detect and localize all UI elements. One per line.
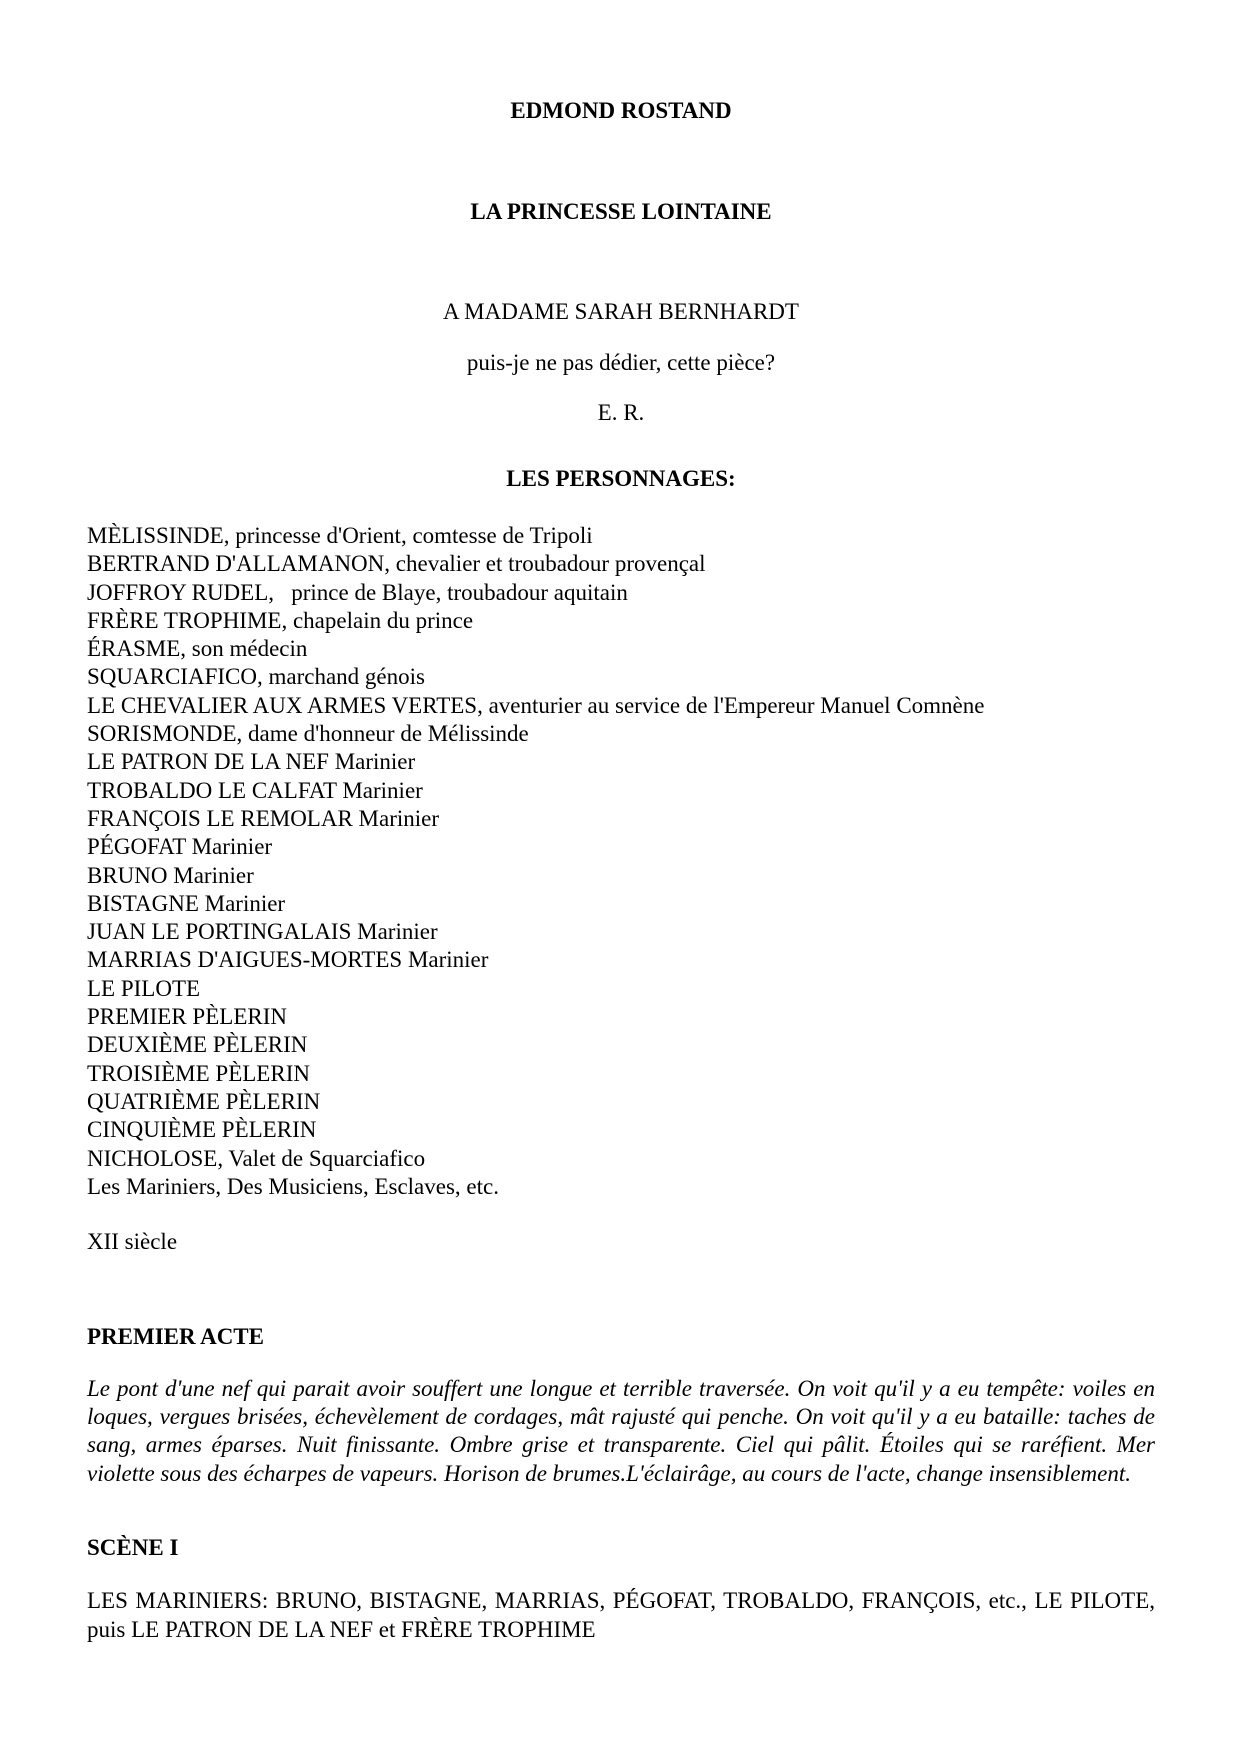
dedication-heading: A MADAME SARAH BERNHARDT bbox=[443, 299, 799, 324]
cast-list-item: SORISMONDE, dame d'honneur de Mélissinde bbox=[87, 721, 529, 747]
stage-direction: Le pont d'une nef qui parait avoir souffert une longue et terrible traversée. On voit qu'il y a eu tempête: voiles en loques, vergues brisées, échevèlement de cordages, mât rajusté qui penche. On voit qu'il y a eu bataille: taches de sang, armes éparses. Nuit finissante. Ombre grise et transparente. Ciel qui pâlit. Étoiles qui se raréfient. Mer violette sous des écharpes de vapeurs. Horison de brumes.L'éclairâge, au cours de l'acte, change insensiblement. bbox=[87, 1376, 1155, 1486]
cast-list-item: LE PILOTE bbox=[87, 975, 201, 1001]
cast-list-item: JOFFROY RUDEL, prince de Blaye, troubadour aquitain bbox=[87, 579, 628, 605]
cast-list-item: BISTAGNE Marinier bbox=[87, 890, 286, 916]
act-heading: PREMIER ACTE bbox=[87, 1324, 264, 1349]
cast-list-item: JUAN LE PORTINGALAIS Marinier bbox=[87, 919, 438, 945]
cast-list-item: BRUNO Marinier bbox=[87, 862, 254, 888]
cast-list-item: ÉRASME, son médecin bbox=[87, 636, 308, 662]
cast-list-item: MÈLISSINDE, princesse d'Orient, comtesse de Tripoli bbox=[87, 523, 593, 548]
scene-characters: LES MARINIERS: BRUNO, BISTAGNE, MARRIAS, PÉGOFAT, TROBALDO, FRANÇOIS, etc., LE PILOTE, puis LE PATRON DE LA NEF et FRÈRE TROPHIME bbox=[87, 1588, 1155, 1642]
cast-list-item: NICHOLOSE, Valet de Squarciafico bbox=[87, 1145, 426, 1171]
dedication-initials: E. R. bbox=[597, 400, 645, 425]
cast-list-item: MARRIAS D'AIGUES-MORTES Marinier bbox=[87, 947, 489, 973]
cast-list-item: PREMIER PÈLERIN bbox=[87, 1004, 287, 1030]
cast-list-item: QUATRIÈME PÈLERIN bbox=[87, 1088, 321, 1114]
cast-list-item: BERTRAND D'ALLAMANON, chevalier et troubadour provençal bbox=[87, 551, 706, 577]
author-name: EDMOND ROSTAND bbox=[510, 98, 732, 123]
century-line: XII siècle bbox=[87, 1229, 178, 1254]
cast-list-item: SQUARCIAFICO, marchand génois bbox=[87, 664, 425, 690]
cast-list-item: LE CHEVALIER AUX ARMES VERTES, aventurier au service de l'Empereur Manuel Comnène bbox=[87, 692, 985, 718]
cast-list bbox=[87, 522, 984, 1201]
play-title: LA PRINCESSE LOINTAINE bbox=[470, 199, 772, 224]
cast-list-item: PÉGOFAT Marinier bbox=[87, 834, 273, 860]
dedication-line: puis-je ne pas dédier, cette pièce? bbox=[466, 350, 776, 375]
cast-list-item: FRANÇOIS LE REMOLAR Marinier bbox=[87, 805, 440, 831]
cast-list-item: CINQUIÈME PÈLERIN bbox=[87, 1117, 317, 1143]
scene-heading: SCÈNE I bbox=[87, 1535, 179, 1560]
cast-list-item: TROISIÈME PÈLERIN bbox=[87, 1060, 310, 1086]
cast-list-item: LE PATRON DE LA NEF Marinier bbox=[87, 749, 416, 775]
cast-list-item: TROBALDO LE CALFAT Marinier bbox=[87, 777, 423, 803]
cast-list-item: DEUXIÈME PÈLERIN bbox=[87, 1032, 308, 1058]
personnages-heading: LES PERSONNAGES: bbox=[506, 466, 736, 491]
cast-list-item: Les Mariniers, Des Musiciens, Esclaves, etc. bbox=[87, 1173, 499, 1199]
cast-list-item: FRÈRE TROPHIME, chapelain du prince bbox=[87, 607, 474, 633]
